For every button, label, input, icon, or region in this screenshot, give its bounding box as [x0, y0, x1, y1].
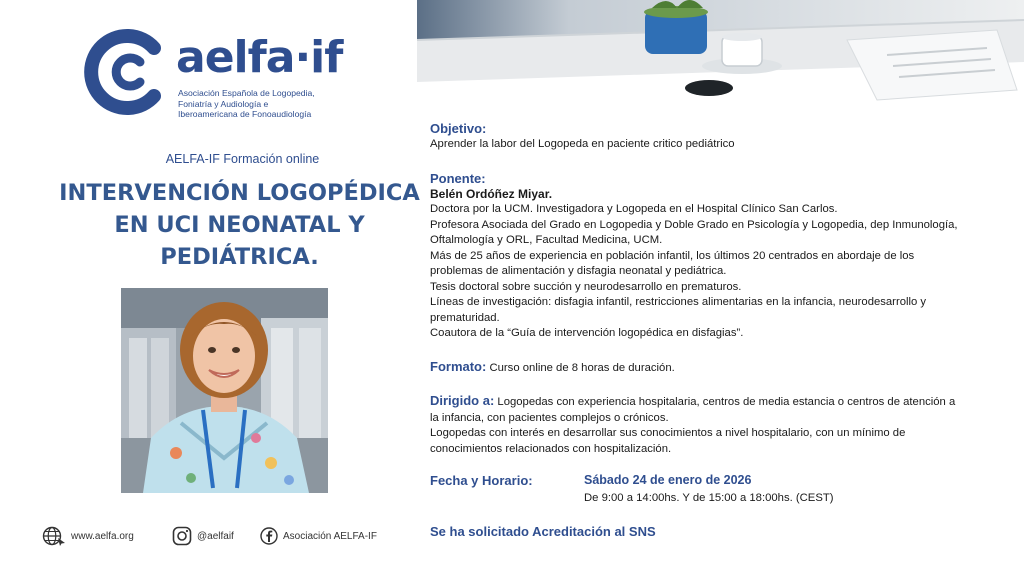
tagline: AELFA-IF Formación online — [165, 152, 320, 166]
objetivo-text: Aprender la labor del Logopeda en paciente critico pediátrico — [430, 137, 735, 150]
footer-facebook[interactable] — [260, 525, 377, 547]
logo-mark-icon — [80, 26, 172, 118]
logo-subtitle-line: Iberoamericana de Fonoaudiología — [178, 109, 312, 119]
objetivo-section — [430, 121, 1015, 152]
speaker-bio-line: Tesis doctoral sobre succión y neurodesarrollo en prematuros. — [430, 280, 742, 293]
speaker-photo — [121, 288, 328, 493]
formato-text: Curso online de 8 horas de duración. — [489, 362, 675, 374]
dirigido-line: la infancia, con pacientes complejos o crónicos. — [430, 411, 669, 424]
website-link[interactable]: www.aelfa.org — [71, 530, 134, 542]
formato-section — [430, 359, 1015, 377]
logo-subtitle-line: Asociación Española de Logopedia, — [178, 88, 315, 98]
fecha-hours: De 9:00 a 14:00hs. Y de 15:00 a 18:00hs. (CEST) — [584, 492, 834, 504]
speaker-bio-line: problemas de alimentación y disfagia neonatal y pediátrica. — [430, 265, 727, 277]
footer-website[interactable] — [42, 525, 134, 547]
dirigido-label: Dirigido a: — [430, 393, 495, 408]
footer-instagram[interactable] — [172, 525, 234, 547]
speaker-bio-line: Más de 25 años de experiencia en población infantil, los últimos 20 centrados en abordaje de los — [430, 249, 915, 262]
logo-subtitle-line: Foniatría y Audiología e — [178, 98, 269, 109]
globe-icon — [42, 526, 66, 546]
facebook-page[interactable]: Asociación AELFA-IF — [283, 530, 377, 542]
course-title-line: EN UCI NEONATAL Y — [114, 212, 365, 238]
speaker-bio-line: Coautora de la “Guía de intervención logopédica en disfagias”. — [430, 327, 744, 339]
instagram-icon — [172, 526, 192, 546]
desk-illustration — [417, 0, 1024, 105]
speaker-bio-line: Profesora Asociada del Grado en Logopedia y Doble Grado en Psicología y Logopedia, dep Inmunología, — [430, 218, 958, 231]
objetivo-label: Objetivo: — [430, 121, 487, 136]
logo-wordmark: aelfa·if — [176, 32, 343, 83]
accreditation-note: Se ha solicitado Acreditación al SNS — [430, 524, 656, 539]
fecha-date: Sábado 24 de enero de 2026 — [584, 473, 752, 487]
speaker-bio-line: prematuridad. — [430, 311, 500, 324]
speaker-bio-line: Oftalmología y ORL, Facultad Medicina, UCM. — [430, 234, 663, 246]
aelfa-logo — [80, 26, 360, 118]
course-title-line: INTERVENCIÓN LOGOPÉDICA — [59, 180, 420, 206]
dirigido-section — [430, 393, 1015, 457]
instagram-handle[interactable]: @aelfaif — [197, 530, 234, 542]
dirigido-line: Logopedas con interés en desarrollar sus conocimientos a nivel hospitalario, con un mínimo de — [430, 427, 906, 439]
logo-subtitle — [178, 88, 315, 120]
header-desk-image — [417, 0, 1024, 105]
ponente-section — [430, 171, 1015, 342]
course-title — [52, 177, 427, 273]
formato-label: Formato: — [430, 359, 487, 374]
ponente-label: Ponente: — [430, 171, 486, 186]
course-title-line: PEDIÁTRICA. — [160, 244, 319, 270]
dirigido-text: Logopedas con experiencia hospitalaria, centros de media estancia o centros de atención a — [497, 396, 956, 408]
speaker-photo-illustration — [121, 288, 328, 493]
fecha-label: Fecha y Horario: — [430, 473, 533, 488]
speaker-bio-line: Doctora por la UCM. Investigadora y Logopeda en el Hospital Clínico San Carlos. — [430, 203, 838, 215]
facebook-icon — [260, 527, 278, 545]
dirigido-line: conocimientos relacionados con hospitalización. — [430, 442, 672, 455]
speaker-bio-line: Líneas de investigación: disfagia infantil, restricciones alimentarias en la infancia, neurodesarrollo y — [430, 296, 927, 308]
speaker-name: Belén Ordóñez Miyar. — [430, 186, 553, 201]
